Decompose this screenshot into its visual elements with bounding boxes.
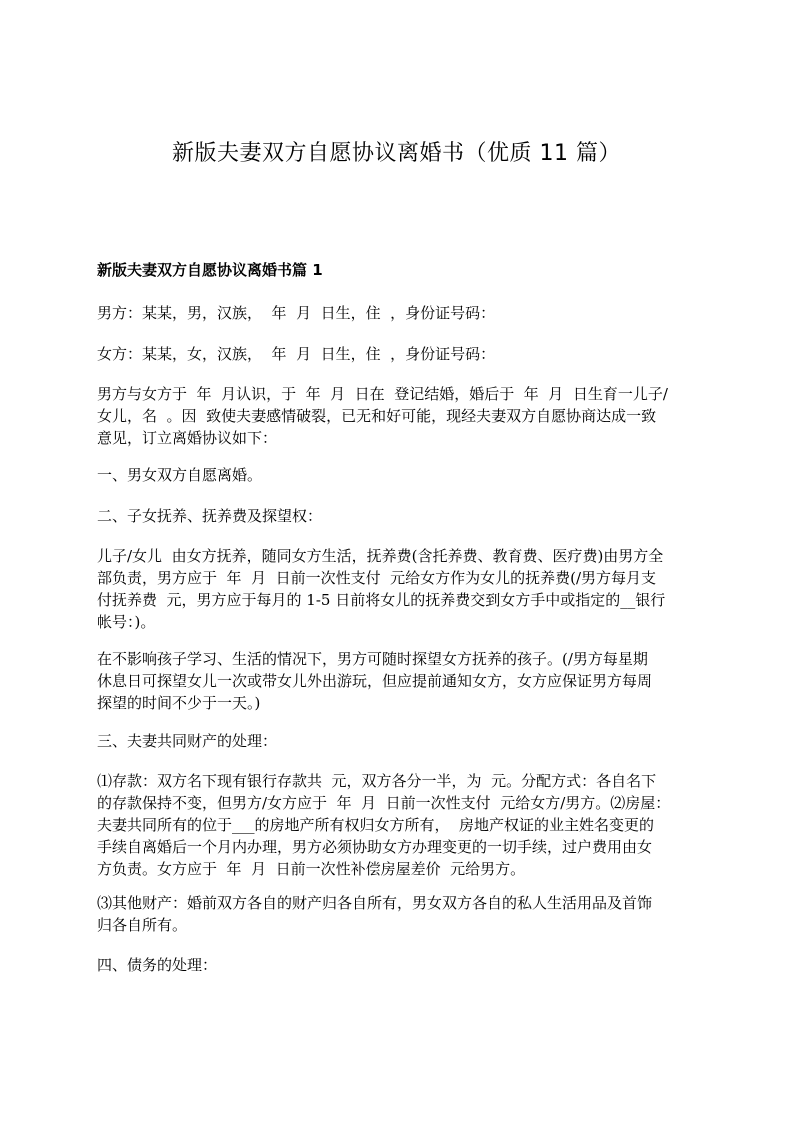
section-heading: 新版夫妻双方自愿协议离婚书篇 1 xyxy=(97,261,323,279)
paragraph-clause-2-heading: 二、子女抚养、抚养费及探望权： xyxy=(97,507,323,525)
paragraph-clause-4-heading: 四、债务的处理： xyxy=(97,956,218,974)
paragraph-deposits-and-house: ⑴存款：双方名下现有银行存款共 元，双方各分一半，为 元。分配方式：各自名下 的存款保持不变，但男方/女方应于 年 月 日前一次性支付 元给女方/男方。⑵房屋： 夫妻共同所有的位于___的房地产所有权归女方所有， 房地产权证的业主姓名变更的 手续自离婚后一个月内办理，男方必须协助女方办理变更的一切手续，过户费用由女 方负责。女方应于 年 月 日前一次性补偿房屋差价 元给男方。 xyxy=(97,772,671,878)
paragraph-visitation: 在不影响孩子学习、生活的情况下，男方可随时探望女方抚养的孩子。(/男方每星期 休息日可探望女儿一次或带女儿外出游玩，但应提前通知女方，女方应保证男方每周 探望的时间不少于一天。) xyxy=(97,650,653,712)
document-title: 新版夫妻双方自愿协议离婚书（优质 11 篇） xyxy=(172,141,621,166)
paragraph-child-support: 儿子/女儿 由女方抚养，随同女方生活，抚养费(含托养费、教育费、医疗费)由男方全 部负责，男方应于 年 月 日前一次性支付 元给女方作为女儿的抚养费(/男方每月支 付抚养费 元，男方应于每月的 1-5 日前将女儿的抚养费交到女方手中或指定的__银行 帐号：)。 xyxy=(97,547,666,631)
paragraph-male-party: 男方：某某，男，汉族， 年 月 日生，住 ，身份证号码： xyxy=(97,304,496,322)
paragraph-clause-3-heading: 三、夫妻共同财产的处理： xyxy=(97,732,278,750)
paragraph-female-party: 女方：某某，女，汉族， 年 月 日生，住 ，身份证号码： xyxy=(97,345,496,363)
paragraph-clause-1: 一、男女双方自愿离婚。 xyxy=(97,466,263,484)
paragraph-other-property: ⑶其他财产：婚前双方各自的财产归各自所有，男女双方各自的私人生活用品及首饰 归各自所有。 xyxy=(97,894,653,934)
paragraph-marriage-background: 男方与女方于 年 月认识，于 年 月 日在 登记结婚，婚后于 年 月 日生育一儿子/ 女儿，名 。因 致使夫妻感情破裂，已无和好可能，现经夫妻双方自愿协商达成一致 意见，订立离婚协议如下： xyxy=(97,385,668,447)
